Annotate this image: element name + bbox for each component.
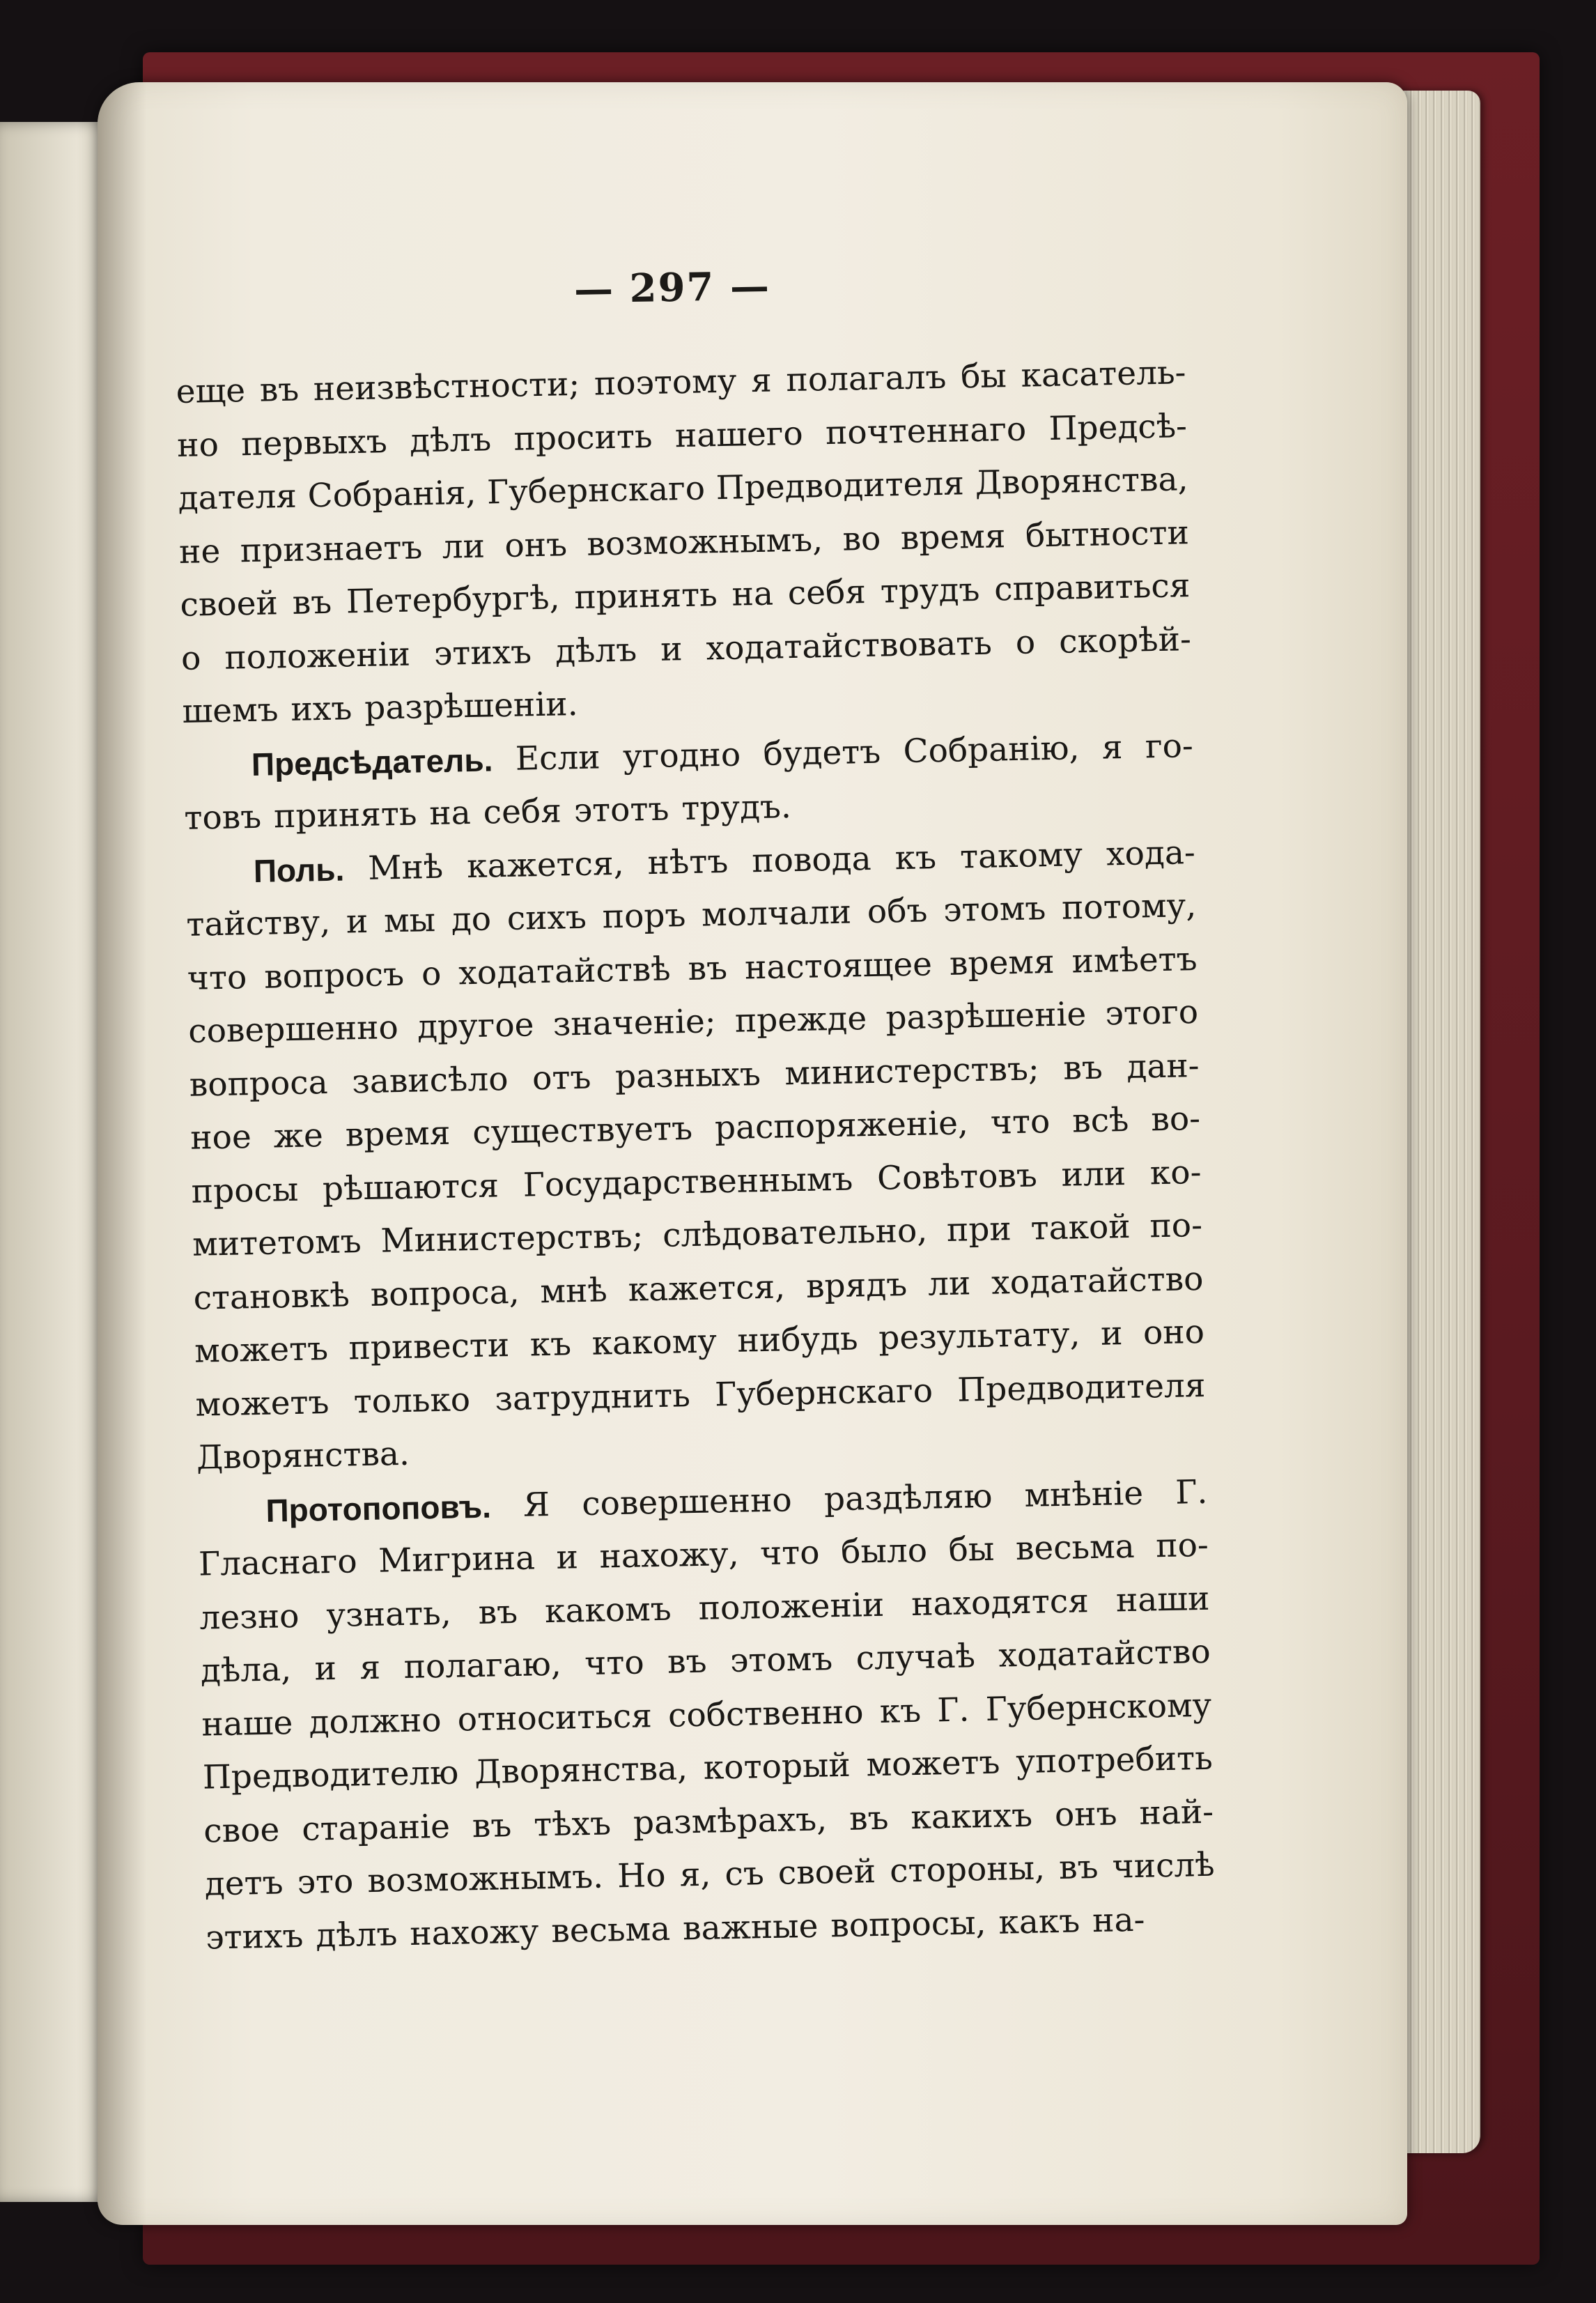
word: я <box>750 361 773 401</box>
word: употребить <box>1015 1739 1214 1782</box>
word: другое <box>417 1006 534 1047</box>
word: справиться <box>993 567 1191 609</box>
word: можетъ <box>195 1382 330 1424</box>
word: лезно <box>199 1596 300 1638</box>
word: должно <box>309 1700 442 1742</box>
word: этихъ <box>433 632 532 673</box>
word: какомъ <box>544 1589 672 1631</box>
word: Г. <box>1175 1472 1208 1512</box>
word: стараніе <box>301 1807 451 1849</box>
word: къ <box>894 838 937 877</box>
word: результату, <box>878 1315 1080 1357</box>
word: стороны, <box>889 1849 1046 1890</box>
word: Дворянства, <box>474 1749 688 1792</box>
word: числѣ <box>1112 1845 1216 1886</box>
word: Предводителя <box>956 1366 1206 1410</box>
word: бытности <box>1025 513 1190 555</box>
word: всѣ <box>1071 1100 1129 1141</box>
word: я <box>1101 727 1124 767</box>
word: что <box>759 1533 821 1573</box>
word: бы <box>960 357 1007 396</box>
word: положеніи <box>698 1585 885 1628</box>
word: трудъ <box>880 570 980 611</box>
word: Предсѣ- <box>1048 406 1188 448</box>
word: прежде <box>734 999 867 1040</box>
word: повода <box>751 839 872 880</box>
word: ко- <box>1149 1153 1202 1192</box>
word: въ <box>849 1799 889 1838</box>
word: нѣтъ <box>647 842 729 882</box>
word: дѣла, <box>200 1650 292 1690</box>
word: къ <box>529 1325 572 1364</box>
word: рѣшаются <box>322 1166 499 1208</box>
word: дѣлъ <box>555 630 637 671</box>
word: ное <box>189 1118 252 1157</box>
word: трудъ. <box>681 787 792 829</box>
word: можетъ <box>866 1743 1000 1785</box>
word: ихъ <box>290 689 352 729</box>
word: возможнымъ. <box>366 1857 604 1901</box>
word: вопросы, <box>830 1903 986 1945</box>
word: наше <box>201 1703 293 1744</box>
word: значеніе; <box>552 1002 717 1044</box>
word: случаѣ <box>855 1637 976 1678</box>
word: вопроса <box>189 1063 329 1104</box>
page-number: — 297 — <box>573 263 771 313</box>
word: ходатайство <box>991 1259 1204 1302</box>
word: возможнымъ, <box>586 520 823 564</box>
word: этихъ <box>205 1916 304 1957</box>
word: Дворянства, <box>975 460 1188 502</box>
word: о <box>1015 622 1036 662</box>
word: скорѣй- <box>1058 619 1192 661</box>
word: кажется, <box>466 844 625 886</box>
word: Мнѣ <box>367 847 444 888</box>
word: своей <box>180 584 279 624</box>
word: важные <box>682 1907 819 1948</box>
word: касатель- <box>1021 353 1186 395</box>
word: Министерствъ; <box>380 1217 644 1261</box>
word: имѣетъ <box>1071 939 1198 980</box>
word: въ <box>667 1642 708 1681</box>
word: весьма <box>550 1909 671 1950</box>
word: шемъ <box>182 691 279 731</box>
word: министерствъ; <box>784 1049 1040 1093</box>
word: Предводителю <box>202 1753 459 1797</box>
speaker-name: Предсѣдатель. <box>251 741 493 783</box>
word: въ <box>292 583 332 622</box>
word: ходатайствовать <box>706 624 993 668</box>
word: раздѣляю <box>823 1477 993 1518</box>
word: Собранія, <box>307 473 477 516</box>
word: зависѣло <box>351 1059 509 1101</box>
word: узнать, <box>325 1594 452 1635</box>
word: детъ <box>204 1863 284 1904</box>
word: оно <box>1142 1312 1205 1353</box>
word: и <box>1100 1314 1123 1353</box>
word: дѣлъ <box>409 419 492 461</box>
word: время <box>900 516 1006 557</box>
word: можетъ <box>194 1330 329 1371</box>
word: нашего <box>674 414 804 455</box>
word: что <box>990 1102 1051 1142</box>
word: дателя <box>178 477 297 518</box>
word: находятся <box>911 1581 1090 1624</box>
word: время <box>949 942 1055 983</box>
word: своей <box>777 1852 876 1893</box>
word: мы <box>383 900 436 941</box>
word: такой <box>1030 1207 1131 1248</box>
word: вопроса, <box>370 1272 520 1314</box>
word: нахожу <box>409 1911 539 1953</box>
word: этотъ <box>573 790 669 831</box>
word: наши <box>1115 1579 1210 1619</box>
word: или <box>1061 1154 1126 1194</box>
speaker-name: Протопоповъ. <box>265 1488 492 1529</box>
word: Мигрина <box>378 1539 536 1580</box>
word: совершенно <box>187 1008 399 1051</box>
word: по- <box>1149 1206 1203 1246</box>
word: что <box>187 957 247 998</box>
word: Дворянства. <box>196 1434 410 1477</box>
word: привести <box>348 1326 510 1368</box>
word: и <box>346 902 369 941</box>
word: дан- <box>1126 1046 1200 1086</box>
word: почтеннаго <box>825 410 1027 452</box>
word: существуетъ <box>472 1109 693 1153</box>
word: угодно <box>622 735 741 776</box>
word: хода- <box>1106 833 1196 873</box>
word: онъ <box>504 525 568 565</box>
word: Губернскаго <box>486 469 706 512</box>
word: только <box>353 1380 471 1421</box>
word: до <box>451 900 492 939</box>
word: товъ <box>183 797 262 838</box>
word: кажется, <box>628 1267 786 1309</box>
word: во- <box>1150 1099 1201 1139</box>
word: я <box>359 1648 381 1688</box>
word: мнѣ <box>539 1270 608 1311</box>
word: какихъ <box>910 1796 1033 1837</box>
word: Предводителя <box>715 464 965 508</box>
word: о <box>180 638 201 678</box>
word: разрѣшеніе <box>885 995 1087 1038</box>
word: въ <box>259 370 300 410</box>
word: тѣхъ <box>533 1803 612 1844</box>
word: слѣдовательно, <box>662 1211 928 1255</box>
word: еще <box>176 371 246 411</box>
speaker-name: Поль. <box>253 850 345 889</box>
word: по- <box>1155 1525 1209 1566</box>
word: Губернскаго <box>714 1371 933 1414</box>
word: ходатайствѣ <box>458 950 672 992</box>
word: ходатайство <box>998 1632 1211 1675</box>
word: этого <box>1104 992 1199 1033</box>
word: въ <box>1062 1048 1103 1088</box>
word: въ <box>688 948 728 988</box>
word: Я <box>522 1485 550 1525</box>
word: это <box>297 1862 354 1902</box>
word: въ <box>1058 1847 1099 1888</box>
word: Если <box>515 737 601 778</box>
word: на <box>731 574 774 614</box>
word: Гласнаго <box>198 1542 358 1584</box>
word: разныхъ <box>614 1054 761 1096</box>
word: становкѣ <box>193 1275 350 1318</box>
word: потому, <box>1061 886 1197 927</box>
word: я, <box>679 1855 711 1895</box>
word: Губернскому <box>985 1686 1212 1729</box>
word: Собранію, <box>903 728 1080 771</box>
word: затруднить <box>494 1376 691 1418</box>
word: и <box>314 1649 337 1688</box>
word: время <box>345 1114 451 1155</box>
word: най- <box>1138 1792 1214 1833</box>
word: Но <box>617 1856 667 1896</box>
word: тайству, <box>185 902 331 944</box>
word: молчали <box>701 893 852 934</box>
word: не <box>178 532 221 571</box>
word: съ <box>724 1854 765 1894</box>
word: го- <box>1145 726 1194 766</box>
word: сихъ <box>506 898 587 939</box>
word: что <box>584 1643 645 1684</box>
word: дѣлъ <box>315 1914 398 1955</box>
word: Петербургѣ, <box>346 578 561 622</box>
word: собственно <box>667 1692 865 1735</box>
word: неизвѣстности; <box>313 364 580 409</box>
word: поэтому <box>594 362 737 403</box>
word: о <box>421 954 442 993</box>
word: просить <box>513 417 653 459</box>
word: настоящее <box>744 944 933 987</box>
word: было <box>840 1531 928 1571</box>
word: этомъ <box>943 889 1046 930</box>
page-text <box>176 346 1216 1964</box>
word: ли <box>442 527 486 567</box>
word: совершенно <box>581 1480 793 1523</box>
word: размѣрахъ, <box>633 1799 828 1842</box>
word: будетъ <box>763 732 881 773</box>
word: поръ <box>602 896 686 937</box>
word: Г. <box>936 1690 970 1730</box>
word: свое <box>203 1810 280 1851</box>
word: во <box>842 519 881 559</box>
word: на <box>428 793 472 833</box>
word: же <box>273 1116 324 1156</box>
word: Совѣтовъ <box>876 1155 1038 1198</box>
word: митетомъ <box>192 1222 362 1264</box>
word: въ <box>472 1805 512 1845</box>
word: врядъ <box>805 1265 908 1306</box>
word: просы <box>191 1170 299 1211</box>
word: и <box>660 629 683 669</box>
word: весьма <box>1015 1527 1136 1569</box>
word: но <box>176 425 219 465</box>
word: Государственнымъ <box>522 1160 853 1205</box>
word: бы <box>948 1530 995 1570</box>
word: себя <box>787 573 867 613</box>
word: полагаю, <box>403 1645 562 1687</box>
word: такому <box>959 835 1083 877</box>
word: разрѣшеніи. <box>364 685 579 727</box>
word: относиться <box>457 1696 653 1739</box>
word: объ <box>867 891 928 932</box>
word: этомъ <box>729 1640 833 1681</box>
word: мнѣніе <box>1024 1474 1144 1515</box>
gutter-shadow <box>98 82 146 2225</box>
word: принять <box>273 794 417 836</box>
word: нибудь <box>736 1319 859 1360</box>
word: на- <box>1092 1900 1145 1940</box>
word: въ <box>478 1592 518 1632</box>
word: первыхъ <box>240 422 388 463</box>
word: онъ <box>1054 1794 1117 1834</box>
word: полагалъ <box>785 357 947 400</box>
word: при <box>946 1210 1012 1249</box>
word: вопросъ <box>263 955 405 996</box>
word: распоряженіе, <box>714 1104 969 1148</box>
word: ли <box>927 1263 971 1304</box>
word: признаетъ <box>240 527 423 570</box>
word: принять <box>573 576 718 617</box>
word: какъ <box>998 1901 1080 1942</box>
word: себя <box>483 792 562 832</box>
word: отъ <box>532 1058 591 1097</box>
word: нахожу, <box>599 1534 740 1576</box>
word: и <box>556 1538 579 1577</box>
word: какому <box>591 1322 718 1363</box>
word: къ <box>879 1691 922 1731</box>
word: положеніи <box>224 635 411 677</box>
word: который <box>703 1746 851 1787</box>
